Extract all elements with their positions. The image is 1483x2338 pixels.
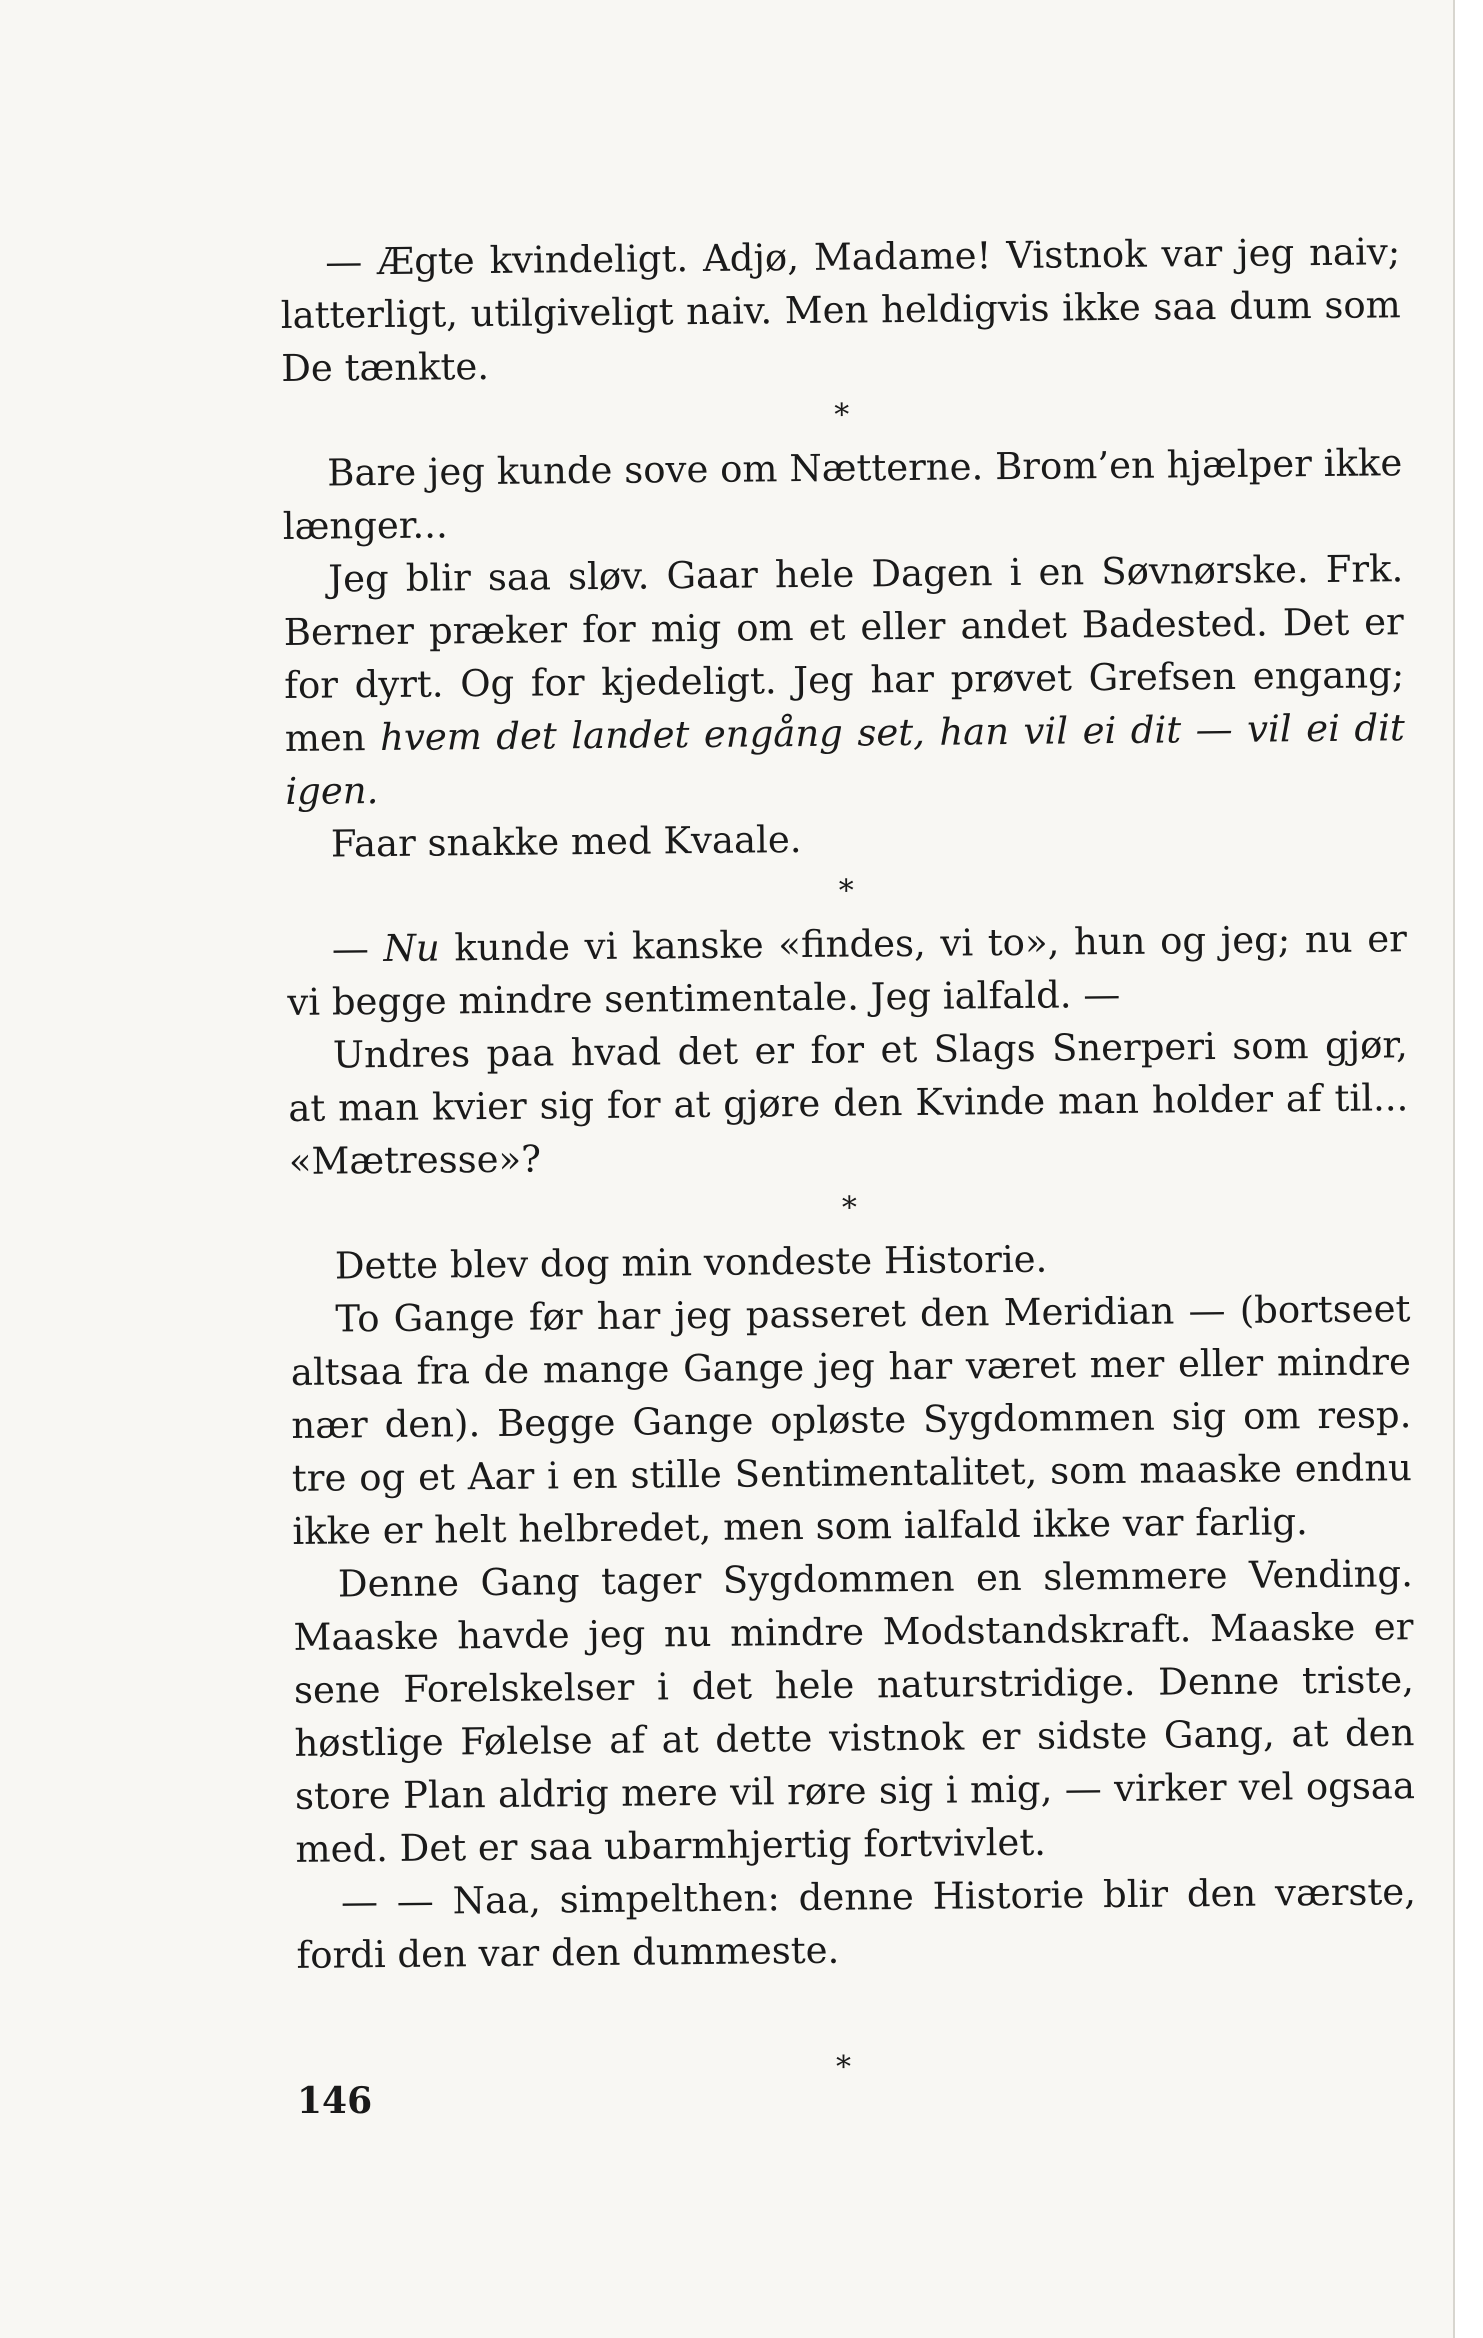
- paragraph: [296, 1865, 1417, 1982]
- section-separator: *: [834, 397, 850, 433]
- section-separator: *: [841, 1190, 858, 1226]
- text-run: — Ægte kvindeligt. Adjø, Madame! Vistnok var jeg naiv; latterligt, utilgiveligt naiv. Men heldigvis ikke saa dum som De tænkte.: [280, 230, 1401, 390]
- text-run: — — Naa, simpelthen: denne Historie blir den værste, fordi den var den dummeste.: [296, 1870, 1417, 1977]
- page-number: 146: [297, 2080, 373, 2122]
- italic-text: hvem det landet engång set, han vil ei dit — vil ei dit igen.: [285, 706, 1405, 813]
- italic-text: Nu: [383, 926, 440, 971]
- paragraph: [283, 542, 1405, 818]
- text-run: Dette blev dog min vondeste Historie.: [334, 1237, 1048, 1288]
- paragraph: [286, 807, 1406, 871]
- text-run: kunde vi kanske «findes, vi to», hun og jeg; nu er vi begge mindre sentimentale. Jeg ialfald. —: [287, 917, 1408, 1024]
- text-run: Jeg blir saa sløv. Gaar hele Dagen i en Søvnørske. Frk. Berner præker for mig om et eller andet Badested. Det er for dyrt. Og for kjedeligt. Jeg har prøvet Grefsen engang; men: [283, 547, 1405, 760]
- text-run: To Gange før har jeg passeret den Meridian — (bortseet altsaa fra de mange Gange jeg har været mer eller mindre nær den). Begge Gange opløste Sygdommen sig om resp. tre og et Aar i en stille Sentimentalitet, som maaske endnu ikke er helt helbredet, men som ialfald ikke var farlig.: [290, 1287, 1413, 1553]
- text-run: Undres paa hvad det er for et Slags Snerperi som gjør, at man kvier sig for at gjøre den Kvinde man holder af til... «Mætresse»?: [288, 1023, 1409, 1183]
- paragraph: [293, 1547, 1416, 1876]
- paragraph: [290, 1282, 1412, 1558]
- paragraph: [282, 436, 1403, 553]
- section-separator: *: [838, 873, 854, 909]
- section-separator: *: [836, 2050, 851, 2085]
- paragraph: [287, 912, 1408, 1029]
- text-run: Faar snakke med Kvaale.: [330, 818, 802, 866]
- text-run: Denne Gang tager Sygdommen en slemmere Vending. Maaske havde jeg nu mindre Modstandskraft. Maaske er sene Forelskelser i det hele naturstridige. Denne triste, høstlige Følelse af at dette vistnok er sidste Gang, at den store Plan aldrig mere vil røre sig i mig, — virker vel ogsaa med. Det er saa ubarmhjertig fortvivlet.: [293, 1552, 1416, 1871]
- body-text: [280, 225, 1417, 1982]
- paragraph: [288, 1018, 1409, 1188]
- text-run: Bare jeg kunde sove om Nætterne. Brom’en hjælper ikke længer...: [282, 441, 1403, 548]
- paragraph: [280, 225, 1401, 395]
- text-run: —: [331, 927, 384, 971]
